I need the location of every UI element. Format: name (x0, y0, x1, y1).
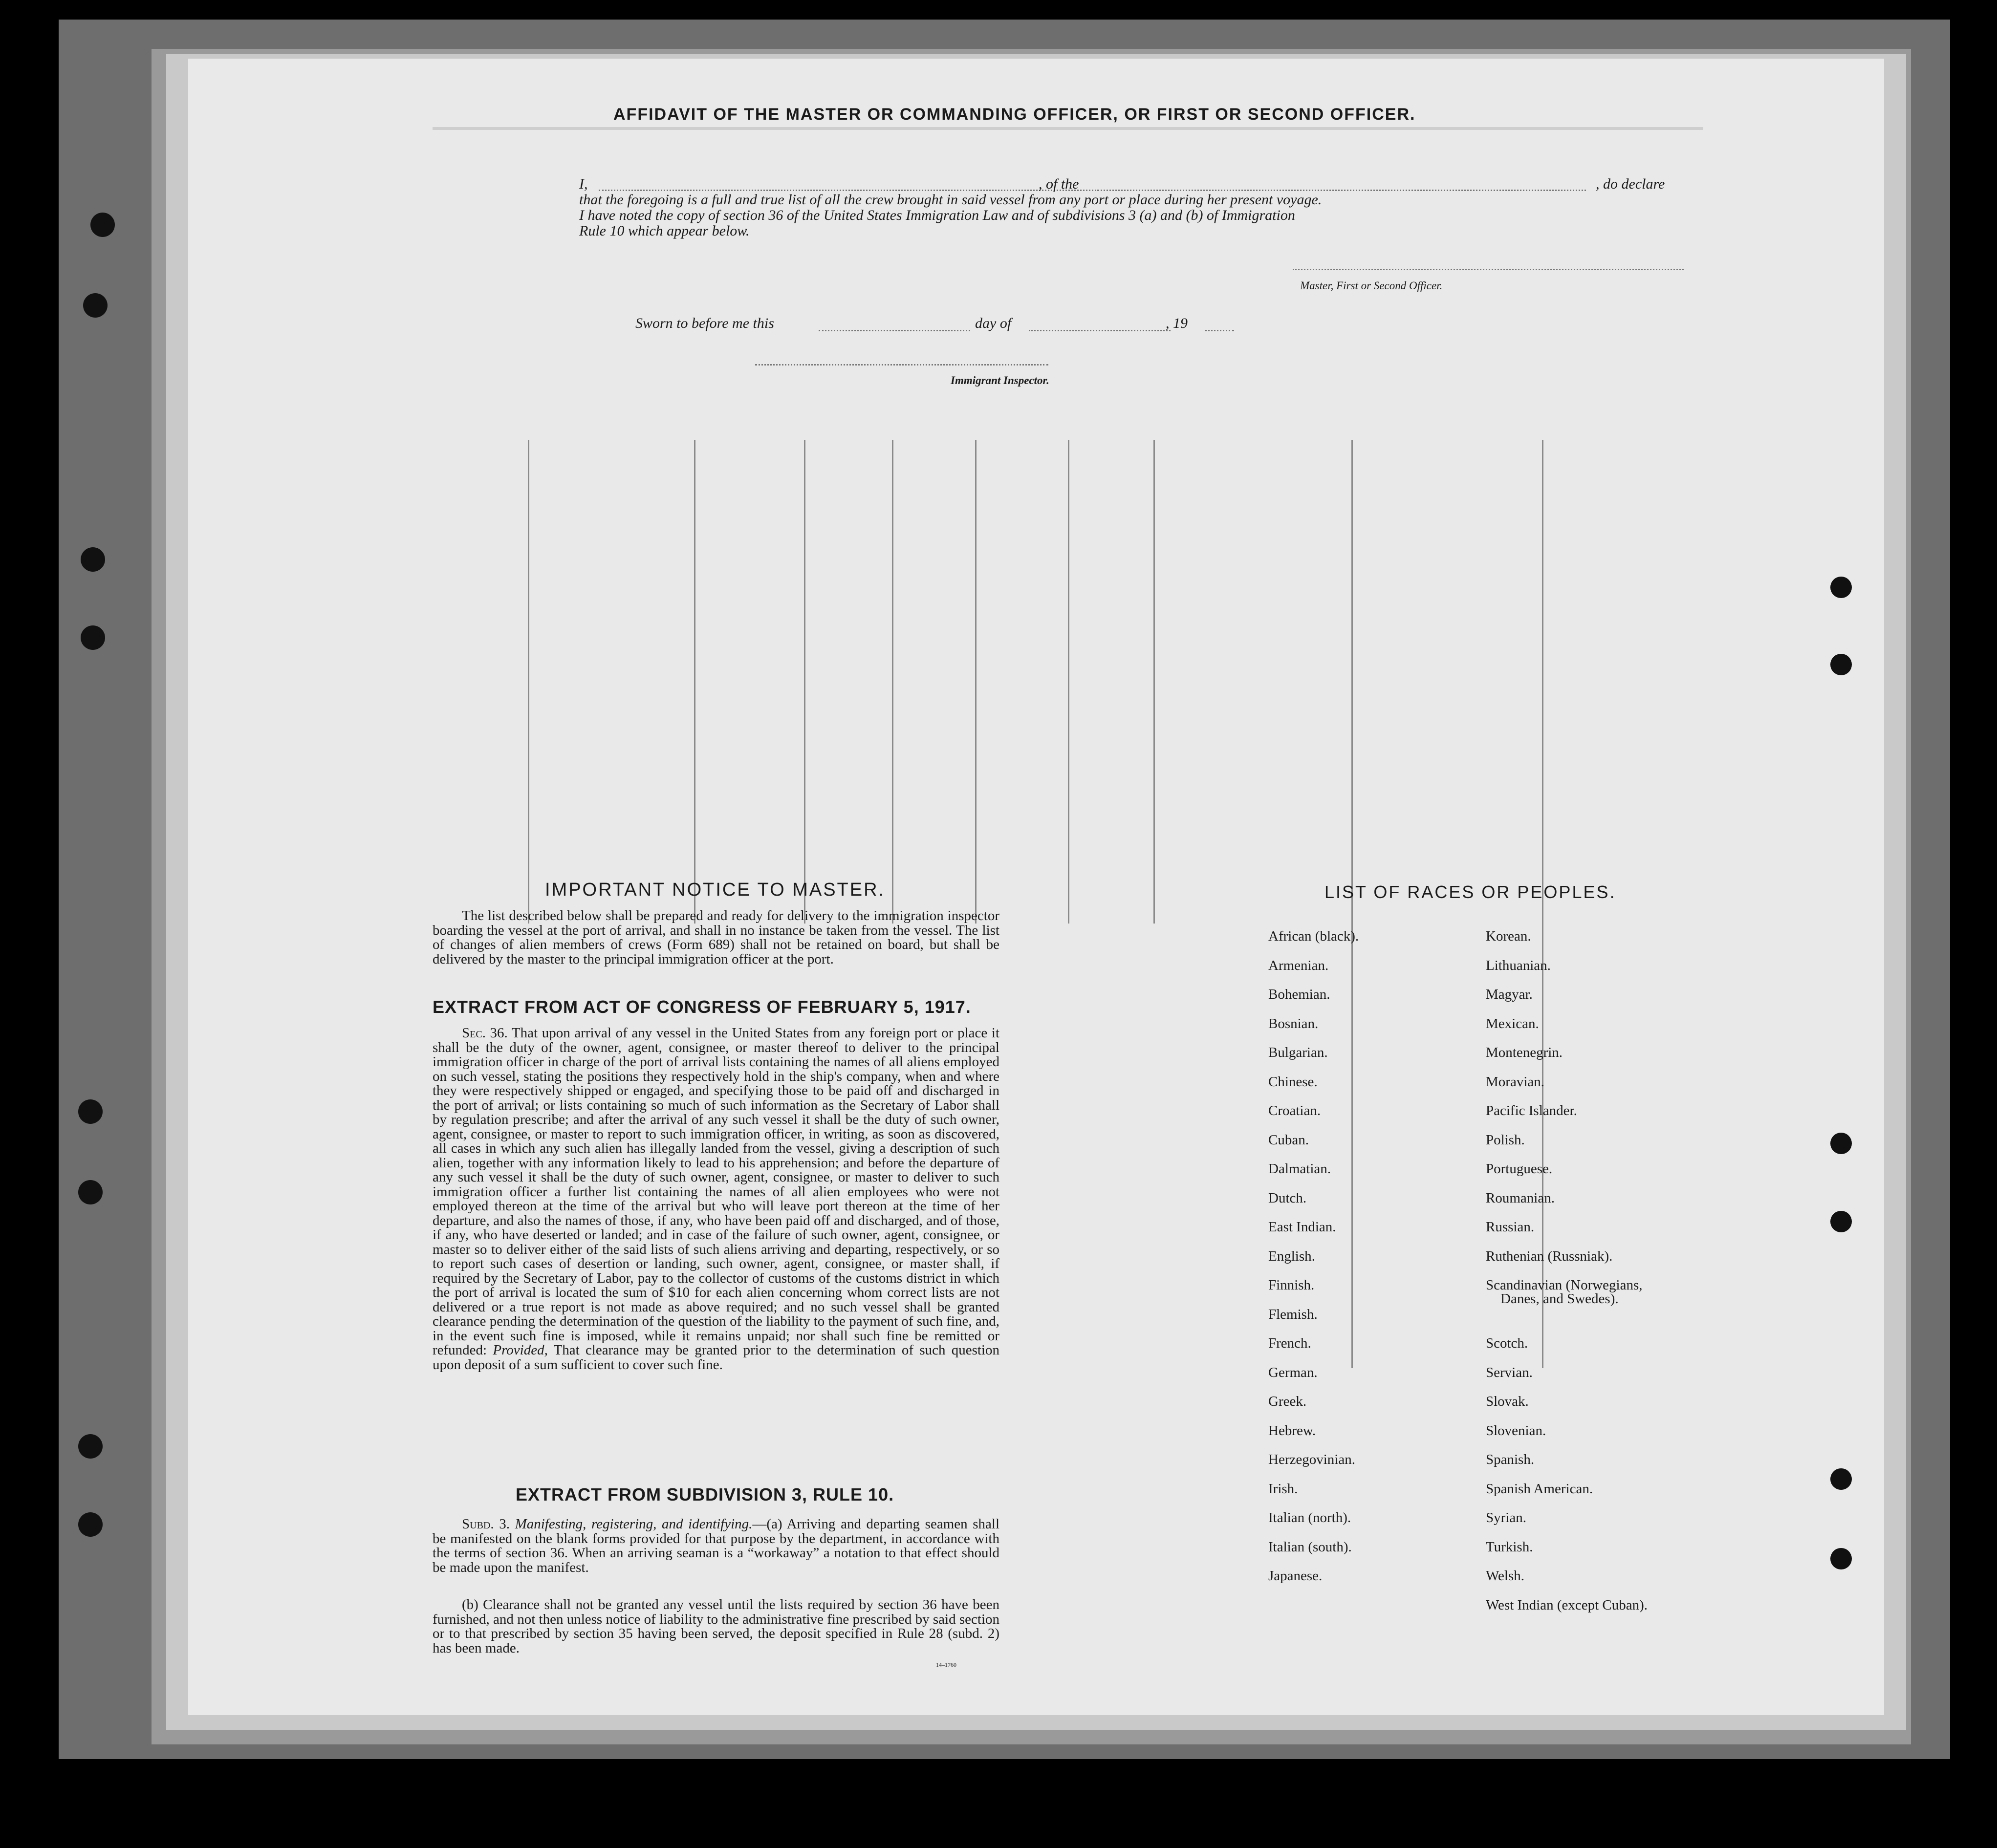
subd-label: Subd. 3. (462, 1516, 510, 1532)
inspector-signature-line (755, 364, 1048, 365)
race-item: West Indian (except Cuban). (1486, 1597, 1648, 1613)
sec-body-end: That clearance may be granted prior to the determination of such question upon deposit of a sum sufficient to cover such fine. (433, 1342, 999, 1373)
extract-act-body (433, 1026, 999, 1372)
binder-hole (1830, 577, 1852, 598)
master-label: Master, First or Second Officer. (1300, 279, 1443, 292)
race-item: Turkish. (1486, 1539, 1533, 1555)
affidavit-para2: that the foregoing is a full and true list of all the crew brought in said vessel from any port or place during her present voyage. (579, 192, 1322, 208)
column-rule (694, 440, 695, 924)
column-rule (1542, 440, 1543, 1368)
race-item: Italian (south). (1268, 1539, 1352, 1555)
race-item: Syrian. (1486, 1510, 1526, 1526)
binder-hole (78, 1099, 103, 1124)
affidavit-para4: Rule 10 which appear below. (579, 223, 750, 239)
race-item: African (black). (1268, 928, 1359, 944)
race-item: Scotch. (1486, 1335, 1528, 1351)
extract-rule-b: (b) Clearance shall not be granted any vessel until the lists required by section 36 have been furnished, and not then unless notice of liability to the administrative fine prescribed by said section or to that prescribed by section 35 having been served, the deposit specified in Rule 28 (subd. 2) has been made. (433, 1597, 999, 1656)
race-item: Spanish. (1486, 1452, 1535, 1467)
binder-hole (78, 1180, 103, 1204)
column-rule (804, 440, 805, 924)
sec-body: That upon arrival of any vessel in the United States from any foreign port or place it shall be the duty of the owner, agent, consignee, or master thereof to deliver to the principal immigration officer in charge of the port of arrival lists containing the names of all aliens employed on such vessel, stating the positions they respectively hold in the ship's company, when and where they were respectively shipped or engaged, and specifying those to be paid off and discharged in the port of arrival; or lists containing so much of such information as the Secretary of Labor shall by regulation prescribe; and after the arrival of any such vessel it shall be the duty of such owner, agent, consignee, or master to report to such immigration officer, in writing, as soon as discovered, all cases in which any such alien has illegally landed from the vessel, giving a description of such alien, together with any information likely to lead to his apprehension; and before the departure of any such vessel it shall be the duty of such owner, agent, consignee, or master to deliver to such immigration officer a further list containing the names of all alien employees who were not employed thereon at the time of the arrival but who will leave port thereon at the time of her departure, and also the names of those, if any, who have been paid off and discharged, and of those, if any, who have deserted or landed; and in case of the failure of such owner, agent, consignee, or master so to deliver either of the said lists of such aliens arriving and departing, respectively, or so to report such cases of desertion or landing, such owner, agent, consignee, or master shall, if required by the Secretary of Labor, pay to the collector of customs of the customs district in which the port of arrival is located the sum of $10 for each alien concerning whom correct lists are not delivered or a true report is not made as above required; and no such vessel shall be granted clearance pending the determination of the question of the liability to the payment of such fine, and, in the event such fine is imposed, while it remains unpaid; nor shall such fine be remitted or refunded: (433, 1025, 999, 1358)
races-title: LIST OF RACES OR PEOPLES. (1324, 882, 1616, 902)
race-item: Chinese. (1268, 1074, 1318, 1090)
extract-rule-title: EXTRACT FROM SUBDIVISION 3, RULE 10. (516, 1484, 894, 1504)
affidavit-declare: , do declare (1596, 176, 1665, 192)
race-item: German. (1268, 1364, 1318, 1380)
affidavit-title: AFFIDAVIT OF THE MASTER OR COMMANDING OFFICER, OR FIRST OR SECOND OFFICER. (613, 105, 1416, 124)
race-item: Greek. (1268, 1394, 1307, 1409)
race-item: Ruthenian (Russniak). (1486, 1248, 1613, 1264)
extract-rule-a (433, 1517, 999, 1575)
race-item: French. (1268, 1335, 1311, 1351)
sworn-day-blank (819, 330, 970, 331)
subd-para-a: —(a) Arriving and departing seamen shall be manifested on the blank forms provided for that purpose by the department, in accordance with the terms of section 36. When an arriving seaman is a “workaway” a notation to that effect should be made upon the manifest. (433, 1516, 999, 1575)
column-rule (1068, 440, 1069, 924)
race-item: Mexican. (1486, 1015, 1539, 1031)
binder-hole (81, 547, 105, 572)
race-item: Dutch. (1268, 1190, 1307, 1206)
column-rule (1351, 440, 1353, 1368)
affidavit-of-the: , of the (1039, 176, 1079, 192)
binder-hole (1830, 1211, 1852, 1232)
race-item: Pacific Islander. (1486, 1103, 1577, 1118)
race-item: Moravian. (1486, 1074, 1544, 1090)
race-item: Montenegrin. (1486, 1045, 1563, 1060)
column-rule (1153, 440, 1155, 924)
race-item: Roumanian. (1486, 1190, 1555, 1206)
inspector-label: Immigrant Inspector. (951, 374, 1049, 387)
race-item: Slovenian. (1486, 1422, 1546, 1439)
binder-hole (1830, 1133, 1852, 1154)
race-item: Servian. (1486, 1364, 1533, 1380)
sworn-text: Sworn to before me this (635, 315, 774, 331)
race-item: Bosnian. (1268, 1015, 1319, 1031)
binder-hole (1830, 654, 1852, 675)
sec-label: Sec. 36. (462, 1025, 508, 1041)
race-item: Portuguese. (1486, 1161, 1553, 1177)
race-item: Dalmatian. (1268, 1161, 1331, 1177)
provided-word: Provided, (493, 1342, 548, 1358)
race-item: Herzegovinian. (1268, 1452, 1355, 1467)
day-of-text: day of (975, 315, 1012, 331)
race-item: Spanish American. (1486, 1481, 1593, 1497)
race-item: Lithuanian. (1486, 957, 1551, 973)
bleed-through-heading (433, 127, 1703, 159)
race-item: Bohemian. (1268, 987, 1330, 1002)
race-item: Flemish. (1268, 1306, 1318, 1322)
race-item: Croatian. (1268, 1103, 1321, 1118)
year-text: , 19 (1166, 315, 1188, 331)
race-item: Russian. (1486, 1219, 1535, 1235)
binder-hole (1830, 1548, 1852, 1569)
race-item: Bulgarian. (1268, 1045, 1328, 1060)
binder-hole (81, 625, 105, 650)
binder-hole (78, 1512, 103, 1537)
race-item: Polish. (1486, 1132, 1525, 1148)
notice-title: IMPORTANT NOTICE TO MASTER. (545, 880, 886, 900)
race-item: Irish. (1268, 1481, 1298, 1497)
race-item: Magyar. (1486, 987, 1533, 1002)
master-signature-line (1293, 269, 1684, 270)
race-item: Danes, and Swedes). (1500, 1291, 1619, 1307)
binder-hole (78, 1434, 103, 1459)
affidavit-i: I, (579, 176, 588, 192)
race-item: East Indian. (1268, 1219, 1336, 1235)
column-rule (892, 440, 893, 924)
affidavit-para3: I have noted the copy of section 36 of the United States Immigration Law and of subdivisions 3 (a) and (b) of Immigration (579, 207, 1295, 223)
binder-hole (83, 293, 108, 318)
document-sheet (188, 59, 1884, 1715)
column-rule (528, 440, 529, 924)
year-blank (1205, 330, 1234, 331)
race-item: Scandinavian (Norwegians, (1486, 1277, 1643, 1293)
form-code: 14–1760 (936, 1661, 956, 1668)
race-item: Italian (north). (1268, 1510, 1351, 1526)
race-item: Finnish. (1268, 1277, 1315, 1293)
race-item: Japanese. (1268, 1568, 1323, 1584)
binder-hole (90, 213, 115, 237)
subd-heading: Manifesting, registering, and identifying. (515, 1516, 753, 1532)
extract-act-title: EXTRACT FROM ACT OF CONGRESS OF FEBRUARY 5, 1917. (433, 997, 971, 1017)
race-item: Slovak. (1486, 1394, 1529, 1409)
race-item: Cuban. (1268, 1132, 1309, 1148)
race-item: Armenian. (1268, 957, 1329, 973)
race-item: Korean. (1486, 928, 1531, 944)
binder-hole (1830, 1468, 1852, 1490)
notice-body: The list described below shall be prepared and ready for delivery to the immigration inspector boarding the vessel at the port of arrival, and shall in no instance be taken from the vessel. The list of changes of alien members of crews (Form 689) shall not be retained on board, but shall be delivered by the master to the principal immigration officer at the port. (433, 908, 999, 967)
vessel-blank (1097, 190, 1586, 191)
race-item: Hebrew. (1268, 1422, 1316, 1439)
race-item: Welsh. (1486, 1568, 1525, 1584)
month-blank (1029, 330, 1171, 331)
column-rule (975, 440, 977, 924)
race-item: English. (1268, 1248, 1315, 1264)
